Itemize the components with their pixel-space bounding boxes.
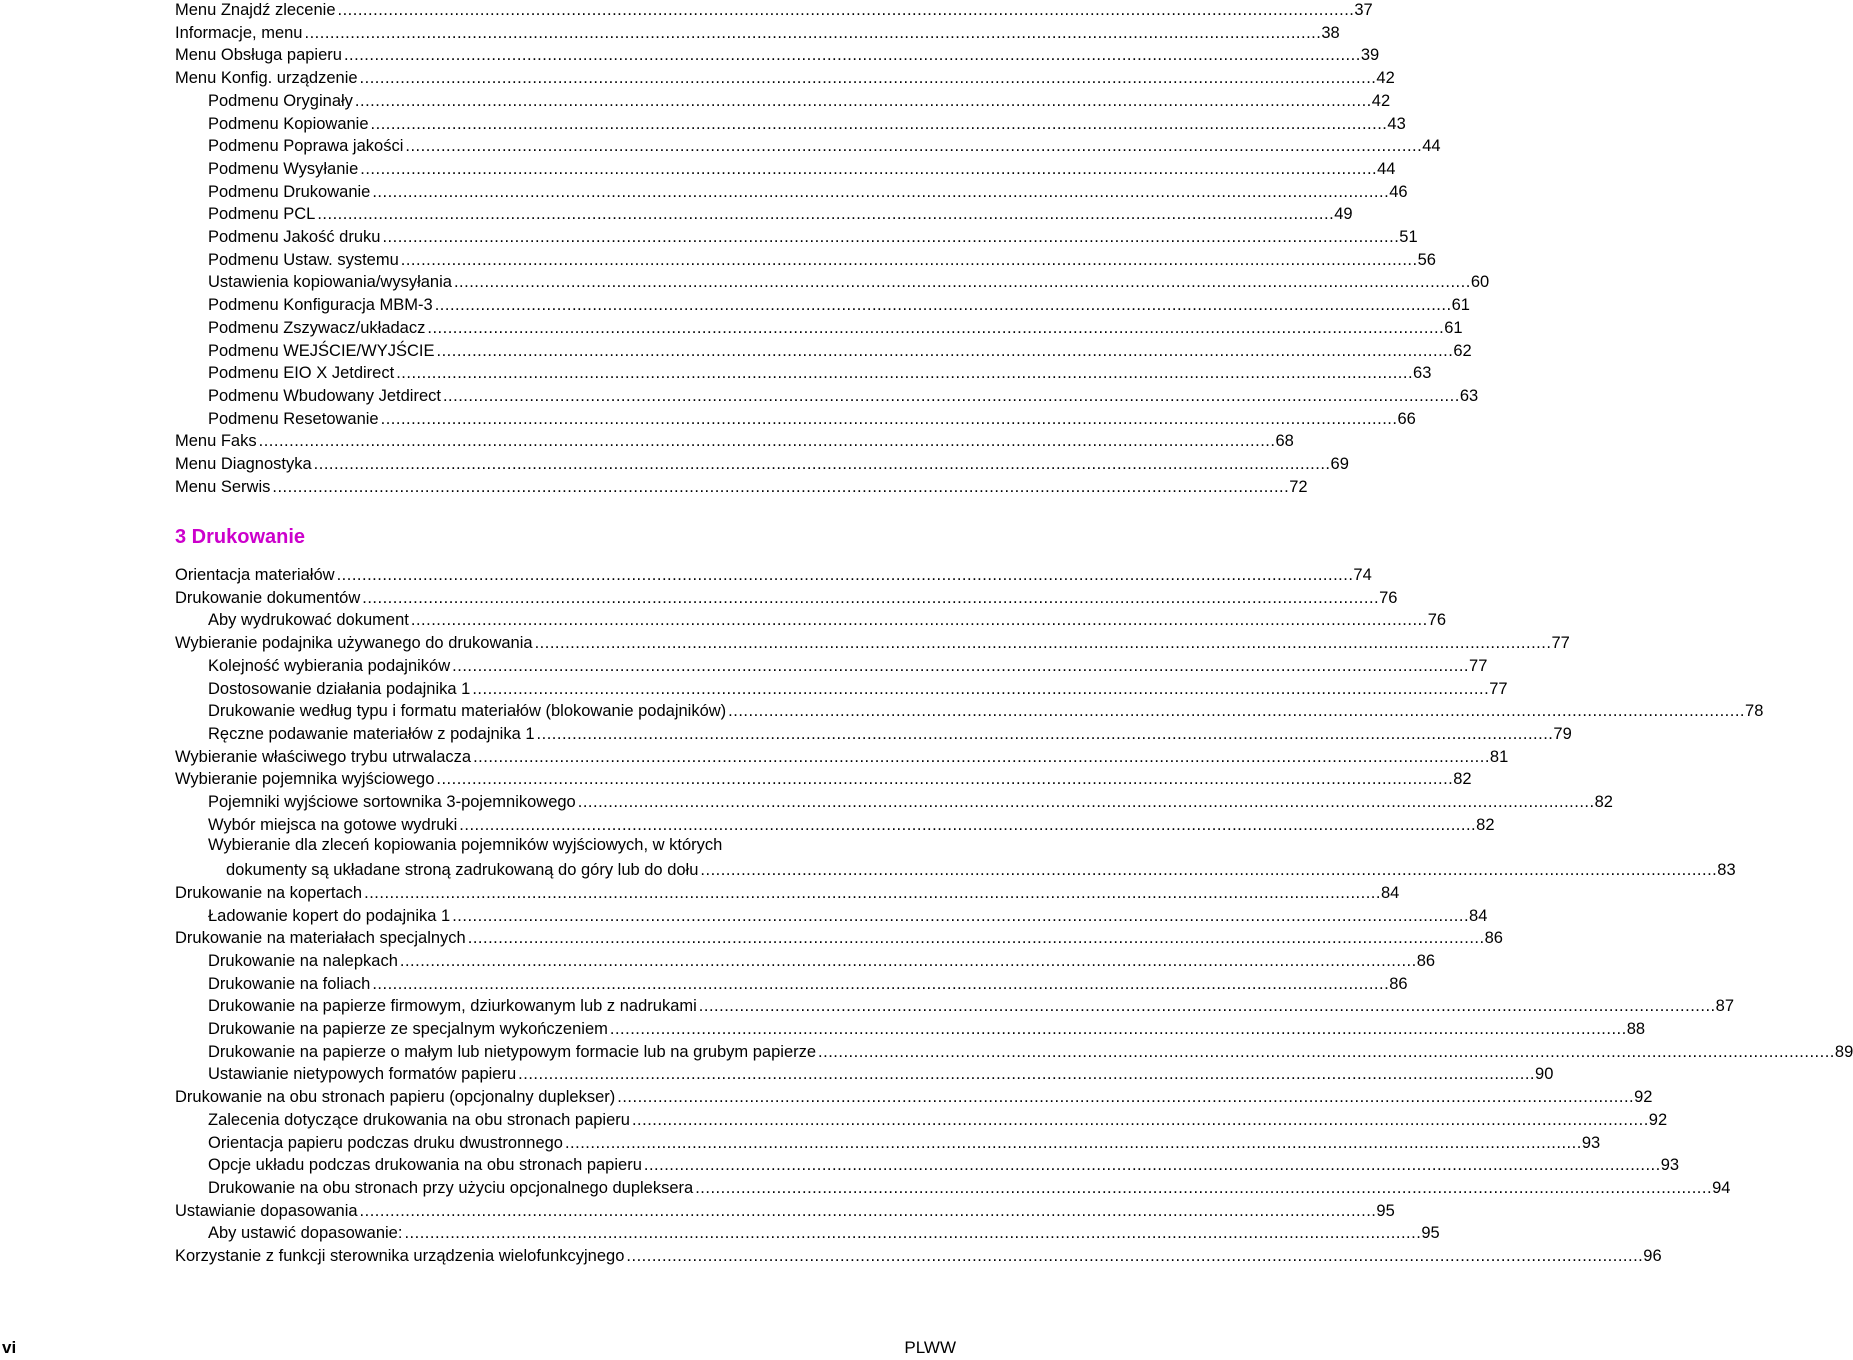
toc-entry[interactable] <box>208 1062 1554 1084</box>
toc-entry[interactable] <box>208 270 1490 292</box>
toc-entry[interactable] <box>208 722 1572 744</box>
toc-entry[interactable] <box>208 225 1418 247</box>
toc-leader-dots: ........................................................................................................................................................................................................ <box>436 341 1454 360</box>
toc-entry[interactable] <box>208 904 1488 926</box>
toc-entry[interactable] <box>208 202 1353 224</box>
toc-entry-label: Orientacja materiałów <box>175 566 335 584</box>
toc-leader-dots: ........................................................................................................................................................................................................ <box>362 588 1380 607</box>
toc-entry-label: Ładowanie kopert do podajnika 1 <box>208 906 451 925</box>
toc-leader-dots: ........................................................................................................................................................................................................ <box>536 724 1554 743</box>
toc-entry[interactable] <box>208 1108 1668 1130</box>
toc-leader-dots: ........................................................................................................................................................................................................ <box>404 1224 1422 1243</box>
toc-leader-dots: ........................................................................................................................................................................................................ <box>272 477 1290 496</box>
toc-entry-page: 86 <box>1484 929 1503 948</box>
toc-entry[interactable] <box>175 563 1372 585</box>
toc-entry[interactable] <box>175 43 1380 65</box>
toc-leader-dots: ........................................................................................................................................................................................................ <box>343 46 1361 65</box>
toc-entry-label: Menu Faks <box>175 432 257 451</box>
toc-leader-dots: ........................................................................................................................................................................................................ <box>382 228 1400 246</box>
toc-leader-dots: ........................................................................................................................................................................................................ <box>453 273 1471 292</box>
toc-entry[interactable] <box>208 293 1470 315</box>
toc-leader-dots: ........................................................................................................................................................................................................ <box>631 1110 1649 1129</box>
toc-entry-page: 68 <box>1275 432 1294 451</box>
toc-entry-label: Drukowanie na obu stronach papieru (opcjonalny duplekser) <box>175 1088 616 1107</box>
toc-leader-dots: ........................................................................................................................................................................................................ <box>370 114 1388 133</box>
toc-entry[interactable] <box>208 1176 1731 1198</box>
toc-entry[interactable] <box>208 608 1447 630</box>
toc-entry-page: 84 <box>1380 883 1400 902</box>
toc-entry-label: Podmenu Ustaw. systemu <box>208 250 399 269</box>
toc-entry-page: 92 <box>1634 1088 1653 1107</box>
toc-entry[interactable] <box>175 1085 1653 1107</box>
toc-entry-label: Zalecenia dotyczące drukowania na obu stronach papieru <box>208 1110 630 1129</box>
toc-leader-dots: ........................................................................................................................................................................................................ <box>452 906 1470 925</box>
toc-leader-dots: ........................................................................................................................................................................................................ <box>399 951 1417 970</box>
toc-entry-page: 90 <box>1535 1065 1554 1084</box>
toc-entry-page: 82 <box>1476 815 1495 834</box>
toc-entry-label: Podmenu Zszywacz/układacz <box>208 318 426 337</box>
toc-entry-page: 66 <box>1397 409 1416 428</box>
toc-entry[interactable] <box>208 339 1472 361</box>
toc-entry-page: 95 <box>1376 1201 1395 1220</box>
toc-leader-dots: ........................................................................................................................................................................................................ <box>258 432 1276 451</box>
toc-entry-page: 74 <box>1353 566 1372 584</box>
toc-entry-label: Drukowanie na nalepkach <box>208 951 398 970</box>
toc-entry-page: 95 <box>1421 1224 1440 1243</box>
toc-entry-page: 82 <box>1453 770 1472 789</box>
toc-leader-dots: ........................................................................................................................................................................................................ <box>360 159 1378 178</box>
toc-entry-page: 72 <box>1289 477 1308 496</box>
toc-entry-continued[interactable]: Wybieranie dla zleceń kopiowania pojemników wyjściowych, w których <box>208 836 723 855</box>
toc-leader-dots: ........................................................................................................................................................................................................ <box>313 455 1331 473</box>
toc-entry-label: Pojemniki wyjściowe sortownika 3-pojemnikowego <box>208 793 576 811</box>
toc-leader-dots: ........................................................................................................................................................................................................ <box>626 1247 1644 1265</box>
toc-leader-dots: ........................................................................................................................................................................................................ <box>337 1 1355 19</box>
toc-entry-label: Podmenu WEJŚCIE/WYJŚCIE <box>208 341 435 360</box>
toc-entry-page: 93 <box>1581 1133 1601 1152</box>
toc-entry[interactable] <box>175 1244 1662 1266</box>
toc-entry-label: Ręczne podawanie materiałów z podajnika 1 <box>208 724 535 743</box>
toc-entry[interactable] <box>175 1199 1395 1221</box>
toc-entry-page: 77 <box>1551 634 1570 653</box>
toc-entry-page: 51 <box>1399 228 1418 246</box>
toc-entry-page: 61 <box>1451 296 1470 315</box>
toc-entry-page: 76 <box>1379 588 1398 607</box>
toc-entry-page: 84 <box>1469 906 1488 925</box>
toc-entry-page: 89 <box>1834 1042 1853 1061</box>
toc-entry-page: 69 <box>1330 455 1349 473</box>
toc-entry-label: Menu Konfig. urządzenie <box>175 69 358 88</box>
toc-entry-label: Ustawianie nietypowych formatów papieru <box>208 1065 517 1084</box>
toc-entry[interactable] <box>208 1040 1853 1062</box>
toc-entry-label: dokumenty są układane stroną zadrukowaną do góry lub do dołu <box>226 861 699 880</box>
toc-entry-page: 94 <box>1712 1178 1731 1197</box>
toc-entry-label: Wybór miejsca na gotowe wydruki <box>208 815 458 834</box>
toc-entry[interactable] <box>208 677 1508 699</box>
toc-leader-dots: ........................................................................................................................................................................................................ <box>359 69 1377 88</box>
chapter-heading: 3 Drukowanie <box>175 526 306 548</box>
toc-entry[interactable] <box>208 134 1441 156</box>
toc-entry-label: Podmenu Jakość druku <box>208 228 381 246</box>
toc-entry[interactable] <box>226 858 1736 880</box>
toc-leader-dots: ........................................................................................................................................................................................................ <box>442 386 1460 405</box>
toc-entry[interactable] <box>175 745 1509 767</box>
toc-entry-label: Podmenu Wbudowany Jetdirect <box>208 386 441 405</box>
toc-entry-label: Wybieranie właściwego trybu utrwalacza <box>175 747 472 766</box>
toc-entry[interactable] <box>175 631 1570 653</box>
toc-entry-label: Ustawienia kopiowania/wysyłania <box>208 273 452 292</box>
toc-leader-dots: ........................................................................................................................................................................................................ <box>472 679 1490 698</box>
toc-leader-dots: ........................................................................................................................................................................................................ <box>643 1156 1661 1175</box>
toc-entry-page: 93 <box>1660 1156 1680 1175</box>
toc-entry-label: Podmenu Resetowanie <box>208 409 379 428</box>
toc-entry-page: 44 <box>1377 159 1396 178</box>
toc-entry[interactable] <box>175 926 1503 948</box>
toc-entry[interactable] <box>208 972 1408 994</box>
toc-entry[interactable] <box>208 1153 1680 1175</box>
toc-entry-label: Drukowanie na papierze firmowym, dziurkowanym lub z nadrukami <box>208 997 697 1016</box>
toc-entry-page: 42 <box>1376 69 1395 88</box>
toc-leader-dots: ........................................................................................................................................................................................................ <box>364 883 1381 902</box>
toc-entry-label: Opcje układu podczas drukowania na obu stronach papieru <box>208 1156 642 1175</box>
toc-leader-dots: ........................................................................................................................................................................................................ <box>518 1065 1536 1084</box>
toc-entry-page: 63 <box>1413 364 1432 383</box>
toc-leader-dots: ........................................................................................................................................................................................................ <box>577 793 1595 811</box>
toc-entry-label: Menu Serwis <box>175 477 271 496</box>
toc-entry-label: Drukowanie na materiałach specjalnych <box>175 929 466 948</box>
toc-entry[interactable] <box>175 767 1472 789</box>
toc-entry-page: 61 <box>1444 318 1463 337</box>
toc-leader-dots: ........................................................................................................................................................................................................ <box>700 861 1718 880</box>
toc-leader-dots: ........................................................................................................................................................................................................ <box>336 566 1354 584</box>
toc-leader-dots: ........................................................................................................................................................................................................ <box>609 1020 1627 1038</box>
toc-entry-label: Podmenu Oryginały <box>208 91 353 110</box>
toc-leader-dots: ........................................................................................................................................................................................................ <box>534 634 1552 653</box>
toc-entry[interactable] <box>208 384 1479 406</box>
toc-entry-label: Aby wydrukować dokument <box>208 611 409 630</box>
toc-entry-page: 37 <box>1354 1 1373 19</box>
toc-entry[interactable] <box>208 790 1613 812</box>
toc-entry[interactable] <box>208 654 1488 676</box>
toc-entry-label: Drukowanie dokumentów <box>175 588 361 607</box>
toc-leader-dots: ........................................................................................................................................................................................................ <box>410 611 1428 630</box>
toc-entry[interactable] <box>175 21 1340 43</box>
toc-entry[interactable] <box>208 1017 1646 1039</box>
toc-entry-page: 78 <box>1745 702 1764 721</box>
toc-entry-label: Korzystanie z funkcji sterownika urządzenia wielofunkcyjnego <box>175 1247 625 1265</box>
toc-leader-dots: ........................................................................................................................................................................................................ <box>405 137 1423 156</box>
toc-entry[interactable] <box>175 66 1395 88</box>
toc-entry-label: Podmenu PCL <box>208 205 316 224</box>
toc-leader-dots: ........................................................................................................................................................................................................ <box>427 318 1445 337</box>
toc-entry[interactable] <box>175 475 1308 497</box>
toc-entry[interactable] <box>208 407 1416 429</box>
toc-leader-dots: ........................................................................................................................................................................................................ <box>317 205 1335 224</box>
toc-entry-page: 86 <box>1389 974 1408 993</box>
toc-entry[interactable] <box>208 157 1396 179</box>
toc-entry[interactable] <box>208 180 1408 202</box>
toc-leader-dots: ........................................................................................................................................................................................................ <box>400 250 1418 269</box>
toc-entry[interactable] <box>175 881 1400 903</box>
toc-leader-dots: ........................................................................................................................................................................................................ <box>818 1042 1835 1061</box>
toc-entry-page: 42 <box>1371 91 1391 110</box>
toc-entry-label: Kolejność wybierania podajników <box>208 656 451 675</box>
toc-entry-page: 79 <box>1553 724 1572 743</box>
toc-entry-page: 76 <box>1427 611 1447 630</box>
toc-leader-dots: ........................................................................................................................................................................................................ <box>372 182 1390 201</box>
toc-leader-dots: ........................................................................................................................................................................................................ <box>473 747 1490 766</box>
toc-leader-dots: ........................................................................................................................................................................................................ <box>372 974 1390 993</box>
toc-entry-label: Drukowanie na papierze o małym lub nietypowym formacie lub na grubym papierze <box>208 1042 817 1061</box>
toc-entry-page: 46 <box>1389 182 1408 201</box>
toc-entry-page: 83 <box>1717 861 1736 880</box>
toc-entry-label: Ustawianie dopasowania <box>175 1201 358 1220</box>
toc-entry-label: Drukowanie na obu stronach przy użyciu opcjonalnego dupleksera <box>208 1178 694 1197</box>
toc-leader-dots: ........................................................................................................................................................................................................ <box>396 364 1414 383</box>
toc-entry-label: Menu Obsługa papieru <box>175 46 342 65</box>
toc-entry-page: 82 <box>1594 793 1613 811</box>
toc-entry-label: Aby ustawić dopasowanie: <box>208 1224 403 1243</box>
toc-entry[interactable] <box>175 586 1398 608</box>
toc-entry-label: Podmenu Kopiowanie <box>208 114 369 133</box>
footer-doc-code: PLWW <box>904 1338 956 1357</box>
toc-entry-page: 96 <box>1643 1247 1662 1265</box>
toc-entry-page: 49 <box>1334 205 1353 224</box>
toc-entry-page: 39 <box>1360 46 1380 65</box>
toc-entry-label: Podmenu EIO X Jetdirect <box>208 364 395 383</box>
toc-entry-label: Drukowanie na papierze ze specjalnym wykończeniem <box>208 1020 608 1038</box>
toc-leader-dots: ........................................................................................................................................................................................................ <box>434 296 1452 315</box>
toc-entry-page: 87 <box>1715 997 1734 1016</box>
toc-entry[interactable] <box>208 248 1436 270</box>
toc-entry[interactable] <box>208 316 1463 338</box>
toc-entry[interactable] <box>175 452 1349 474</box>
toc-leader-dots: ........................................................................................................................................................................................................ <box>459 815 1477 834</box>
toc-entry-label: Podmenu Drukowanie <box>208 182 371 201</box>
toc-entry[interactable] <box>208 994 1734 1016</box>
toc-entry-page: 77 <box>1489 679 1508 698</box>
toc-leader-dots: ........................................................................................................................................................................................................ <box>354 91 1372 110</box>
toc-entry-page: 38 <box>1321 23 1340 42</box>
toc-leader-dots: ........................................................................................................................................................................................................ <box>304 23 1322 42</box>
toc-entry[interactable] <box>175 0 1373 20</box>
toc-entry-label: Orientacja papieru podczas druku dwustronnego <box>208 1133 563 1152</box>
toc-entry-page: 92 <box>1648 1110 1668 1129</box>
toc-leader-dots: ........................................................................................................................................................................................................ <box>380 409 1398 428</box>
toc-leader-dots: ........................................................................................................................................................................................................ <box>728 702 1746 721</box>
toc-leader-dots: ........................................................................................................................................................................................................ <box>452 656 1470 675</box>
toc-entry-label: Dostosowanie działania podajnika 1 <box>208 679 471 698</box>
toc-entry-page: 62 <box>1453 341 1472 360</box>
toc-leader-dots: ........................................................................................................................................................................................................ <box>617 1088 1635 1107</box>
toc-entry-page: 86 <box>1416 951 1436 970</box>
footer-page-number: vi <box>2 1338 17 1357</box>
toc-entry-page: 63 <box>1459 386 1479 405</box>
toc-entry-label: Podmenu Wysyłanie <box>208 159 359 178</box>
toc-entry[interactable] <box>208 1221 1440 1243</box>
toc-entry-page: 88 <box>1626 1020 1646 1038</box>
toc-leader-dots: ........................................................................................................................................................................................................ <box>467 929 1485 948</box>
toc-entry-page: 56 <box>1417 250 1436 269</box>
toc-leader-dots: ........................................................................................................................................................................................................ <box>698 997 1716 1016</box>
toc-entry-label: Menu Diagnostyka <box>175 455 312 473</box>
toc-entry-page: 81 <box>1489 747 1509 766</box>
toc-entry-label: Wybieranie pojemnika wyjściowego <box>175 770 435 789</box>
toc-entry[interactable] <box>208 89 1391 111</box>
toc-entry-label: Menu Znajdź zlecenie <box>175 1 336 19</box>
toc-entry-label: Podmenu Poprawa jakości <box>208 137 404 156</box>
toc-entry-label: Drukowanie na foliach <box>208 974 371 993</box>
toc-entry[interactable] <box>208 1131 1601 1153</box>
toc-leader-dots: ........................................................................................................................................................................................................ <box>564 1133 1582 1152</box>
toc-entry-page: 77 <box>1469 656 1488 675</box>
toc-entry[interactable] <box>208 813 1495 835</box>
toc-entry-label: Drukowanie na kopertach <box>175 883 363 902</box>
toc-leader-dots: ........................................................................................................................................................................................................ <box>695 1178 1713 1197</box>
toc-entry-page: 44 <box>1422 137 1441 156</box>
toc-entry[interactable] <box>208 949 1436 971</box>
toc-entry[interactable] <box>175 429 1294 451</box>
toc-entry-label: Drukowanie według typu i formatu materiałów (blokowanie podajników) <box>208 702 727 721</box>
toc-entry[interactable] <box>208 361 1432 383</box>
toc-leader-dots: ........................................................................................................................................................................................................ <box>359 1201 1377 1220</box>
toc-entry-page: 60 <box>1470 273 1490 292</box>
toc-entry[interactable] <box>208 112 1406 134</box>
toc-entry[interactable] <box>208 699 1764 721</box>
toc-entry-label: Wybieranie podajnika używanego do drukowania <box>175 634 533 653</box>
toc-entry-label: Podmenu Konfiguracja MBM-3 <box>208 296 433 315</box>
toc-leader-dots: ........................................................................................................................................................................................................ <box>436 770 1454 789</box>
toc-entry-page: 43 <box>1387 114 1406 133</box>
toc-entry-label: Informacje, menu <box>175 23 303 42</box>
